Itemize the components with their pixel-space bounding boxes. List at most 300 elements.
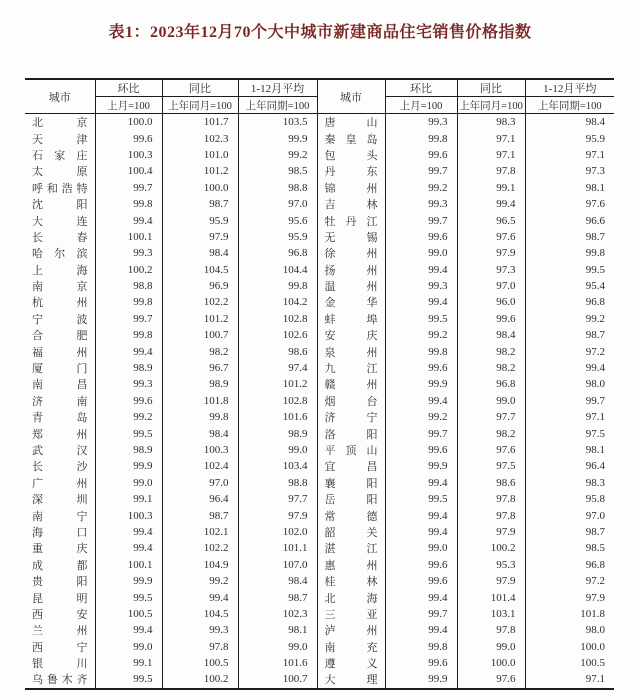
value-cell: 97.3 (585, 165, 605, 178)
value-cell: 98.2 (162, 343, 238, 359)
city-cell (317, 376, 385, 392)
city-cell (25, 212, 95, 228)
value-cell: 104.2 (238, 294, 317, 310)
value-cell: 99.4 (385, 475, 457, 491)
city-name: 南京 (32, 281, 88, 294)
city-name: 襄阳 (324, 477, 378, 490)
header-mom-base-right: 上月=100 (385, 97, 457, 114)
city-name: 昆明 (32, 592, 88, 605)
value-cell: 96.4 (162, 491, 238, 507)
table-row (25, 524, 614, 540)
table-row (25, 311, 614, 327)
table-row (25, 458, 614, 474)
value-cell: 102.1 (162, 524, 238, 540)
city-cell (317, 622, 385, 638)
city-name: 赣州 (324, 379, 378, 392)
value-cell: 97.0 (162, 475, 238, 491)
value-cell: 97.6 (457, 671, 525, 688)
table-row (25, 180, 614, 196)
city-cell (25, 606, 95, 622)
value-cell: 96.4 (585, 460, 605, 473)
value-cell: 97.8 (162, 639, 238, 655)
value-cell: 97.9 (457, 573, 525, 589)
value-cell: 96.8 (585, 558, 605, 571)
value-cell: 100.0 (162, 180, 238, 196)
city-name: 北海 (324, 592, 378, 605)
city-name: 哈尔滨 (32, 248, 88, 261)
value-cell: 104.9 (162, 557, 238, 573)
value-cell: 100.3 (95, 507, 162, 523)
table-row (25, 229, 614, 245)
value-cell: 99.6 (385, 229, 457, 245)
city-name: 惠州 (324, 559, 378, 572)
value-cell: 99.2 (238, 147, 317, 163)
value-cell: 96.8 (457, 376, 525, 392)
city-cell (25, 343, 95, 359)
city-name: 洛阳 (324, 428, 378, 441)
city-name: 乌鲁木齐 (32, 674, 88, 687)
value-cell: 97.9 (162, 229, 238, 245)
value-cell: 97.9 (457, 245, 525, 261)
table-row (25, 393, 614, 409)
value-cell: 97.5 (585, 427, 605, 440)
header-mom-right: 环比 (385, 79, 457, 97)
value-cell: 98.9 (162, 376, 238, 392)
city-cell (25, 311, 95, 327)
city-cell (25, 442, 95, 458)
value-cell: 99.0 (238, 442, 317, 458)
city-name: 遵义 (324, 658, 378, 671)
city-name: 青岛 (32, 412, 88, 425)
value-cell: 96.8 (585, 296, 605, 309)
city-cell (25, 589, 95, 605)
city-name: 秦皇岛 (324, 133, 378, 146)
value-cell: 99.4 (95, 212, 162, 228)
value-cell: 99.6 (95, 130, 162, 146)
value-cell: 99.9 (385, 376, 457, 392)
city-cell (317, 245, 385, 261)
table-row (25, 491, 614, 507)
value-cell: 98.6 (238, 343, 317, 359)
value-cell: 99.5 (95, 425, 162, 441)
value-cell: 99.8 (585, 247, 605, 260)
table-row (25, 573, 614, 589)
city-name: 济宁 (324, 412, 378, 425)
city-name: 安庆 (324, 330, 378, 343)
value-cell: 98.4 (162, 245, 238, 261)
city-name: 韶关 (324, 526, 378, 539)
city-name: 烟台 (324, 395, 378, 408)
value-cell: 99.7 (95, 180, 162, 196)
city-cell (317, 442, 385, 458)
value-cell: 99.4 (457, 196, 525, 212)
value-cell: 98.6 (457, 475, 525, 491)
value-cell: 99.2 (385, 180, 457, 196)
table-row (25, 130, 614, 146)
city-cell (317, 524, 385, 540)
value-cell: 101.2 (162, 163, 238, 179)
city-cell (317, 671, 385, 688)
value-cell: 101.0 (162, 147, 238, 163)
table-row (25, 540, 614, 556)
city-name: 三亚 (324, 608, 378, 621)
value-cell: 99.2 (385, 327, 457, 343)
value-cell: 99.2 (585, 312, 605, 325)
value-cell: 99.5 (385, 311, 457, 327)
value-cell: 101.1 (238, 540, 317, 556)
city-name: 贵阳 (32, 576, 88, 589)
value-cell: 98.7 (162, 196, 238, 212)
city-name: 海口 (32, 526, 88, 539)
value-cell: 100.2 (95, 262, 162, 278)
city-cell (317, 147, 385, 163)
city-cell (317, 114, 385, 131)
value-cell: 103.5 (238, 114, 317, 131)
value-cell: 97.9 (585, 591, 605, 604)
city-cell (25, 262, 95, 278)
value-cell: 97.1 (585, 148, 605, 161)
value-cell: 99.4 (385, 524, 457, 540)
value-cell: 99.2 (385, 409, 457, 425)
value-cell: 97.1 (457, 130, 525, 146)
value-cell: 97.8 (457, 507, 525, 523)
value-cell: 99.6 (385, 655, 457, 671)
value-cell: 99.9 (238, 130, 317, 146)
city-cell (25, 114, 95, 131)
city-name: 合肥 (32, 330, 88, 343)
value-cell: 99.9 (385, 458, 457, 474)
value-cell: 99.8 (238, 278, 317, 294)
city-name: 天津 (32, 133, 88, 146)
value-cell: 99.7 (585, 394, 605, 407)
value-cell: 98.7 (162, 507, 238, 523)
value-cell: 101.6 (238, 655, 317, 671)
value-cell: 98.7 (585, 525, 605, 538)
city-cell (25, 229, 95, 245)
city-cell (317, 294, 385, 310)
city-name: 九江 (324, 363, 378, 376)
value-cell: 97.2 (585, 345, 605, 358)
city-cell (25, 130, 95, 146)
value-cell: 99.3 (385, 114, 457, 131)
table-row (25, 278, 614, 294)
city-cell (317, 212, 385, 228)
value-cell: 100.2 (162, 671, 238, 688)
value-cell: 97.4 (238, 360, 317, 376)
value-cell: 99.4 (95, 540, 162, 556)
city-cell (317, 606, 385, 622)
city-name: 泸州 (324, 625, 378, 638)
value-cell: 97.1 (457, 147, 525, 163)
value-cell: 95.6 (238, 212, 317, 228)
city-cell (25, 294, 95, 310)
value-cell: 98.8 (238, 475, 317, 491)
city-cell (317, 393, 385, 409)
city-name: 温州 (324, 281, 378, 294)
city-name: 沈阳 (32, 199, 88, 212)
value-cell: 97.3 (457, 262, 525, 278)
table-title: 表1：2023年12月70个大中城市新建商品住宅销售价格指数 (108, 24, 532, 41)
header-yoy-left: 同比 (162, 79, 238, 97)
value-cell: 100.7 (238, 671, 317, 688)
value-cell: 97.5 (457, 458, 525, 474)
city-name: 大连 (32, 215, 88, 228)
city-name: 石家庄 (32, 149, 88, 162)
city-cell (25, 245, 95, 261)
value-cell: 99.3 (95, 245, 162, 261)
city-cell (317, 655, 385, 671)
header-yoy-base-left: 上年同月=100 (162, 97, 238, 114)
city-name: 郑州 (32, 428, 88, 441)
value-cell: 98.5 (238, 163, 317, 179)
city-cell (25, 671, 95, 688)
value-cell: 99.0 (95, 639, 162, 655)
city-name: 宜昌 (324, 461, 378, 474)
city-cell (25, 540, 95, 556)
value-cell: 100.2 (457, 540, 525, 556)
value-cell: 102.8 (238, 393, 317, 409)
value-cell: 99.1 (95, 491, 162, 507)
value-cell: 99.5 (95, 589, 162, 605)
city-cell (25, 573, 95, 589)
value-cell: 99.5 (95, 671, 162, 688)
value-cell: 100.3 (162, 442, 238, 458)
city-name: 长春 (32, 231, 88, 244)
table-row (25, 262, 614, 278)
city-cell (25, 327, 95, 343)
value-cell: 95.9 (162, 212, 238, 228)
header-avg-base-left: 上年同期=100 (238, 97, 317, 114)
value-cell: 98.0 (585, 624, 605, 637)
city-cell (317, 196, 385, 212)
value-cell: 97.1 (585, 673, 605, 686)
value-cell: 99.5 (385, 491, 457, 507)
value-cell: 97.9 (457, 524, 525, 540)
value-cell: 99.8 (162, 409, 238, 425)
city-cell (25, 163, 95, 179)
header-mom-base-left: 上月=100 (95, 97, 162, 114)
city-name: 上海 (32, 264, 88, 277)
city-cell (25, 180, 95, 196)
value-cell: 98.7 (238, 589, 317, 605)
value-cell: 98.9 (95, 360, 162, 376)
value-cell: 99.4 (162, 589, 238, 605)
table-row (25, 294, 614, 310)
value-cell: 99.4 (95, 343, 162, 359)
value-cell: 97.8 (457, 622, 525, 638)
city-cell (25, 475, 95, 491)
value-cell: 99.8 (385, 639, 457, 655)
header-yoy-right: 同比 (457, 79, 525, 97)
city-name: 桂林 (324, 576, 378, 589)
value-cell: 99.9 (385, 671, 457, 688)
value-cell: 107.0 (238, 557, 317, 573)
value-cell: 99.8 (95, 196, 162, 212)
table-row (25, 475, 614, 491)
city-cell (25, 196, 95, 212)
price-index-table (25, 78, 614, 690)
city-name: 常德 (324, 510, 378, 523)
value-cell: 99.7 (95, 311, 162, 327)
city-cell (25, 458, 95, 474)
table-row (25, 147, 614, 163)
city-cell (317, 229, 385, 245)
value-cell: 99.0 (95, 475, 162, 491)
value-cell: 100.0 (457, 655, 525, 671)
value-cell: 98.1 (585, 444, 605, 456)
value-cell: 98.1 (585, 181, 605, 194)
city-cell (317, 573, 385, 589)
city-cell (317, 360, 385, 376)
value-cell: 98.9 (95, 442, 162, 458)
table-row (25, 409, 614, 425)
table-header (25, 79, 614, 114)
value-cell: 96.5 (457, 212, 525, 228)
city-name: 唐山 (324, 117, 378, 130)
table-row (25, 212, 614, 228)
value-cell: 99.6 (457, 311, 525, 327)
city-name: 成都 (32, 559, 88, 572)
city-name: 呼和浩特 (32, 182, 88, 195)
value-cell: 98.9 (238, 425, 317, 441)
city-cell (317, 639, 385, 655)
value-cell: 99.4 (385, 294, 457, 310)
city-name: 泉州 (324, 346, 378, 359)
city-name: 宁波 (32, 313, 88, 326)
city-name: 长沙 (32, 461, 88, 474)
city-name: 岳阳 (324, 494, 378, 507)
value-cell: 96.8 (238, 245, 317, 261)
value-cell: 99.4 (385, 507, 457, 523)
city-cell (25, 557, 95, 573)
value-cell: 99.3 (385, 278, 457, 294)
city-name: 牡丹江 (324, 215, 378, 228)
city-cell (317, 589, 385, 605)
value-cell: 97.6 (457, 229, 525, 245)
table-row (25, 163, 614, 179)
city-name: 兰州 (32, 625, 88, 638)
table-row (25, 196, 614, 212)
value-cell: 95.9 (238, 229, 317, 245)
value-cell: 102.6 (238, 327, 317, 343)
table-row (25, 639, 614, 655)
value-cell: 99.4 (585, 362, 605, 375)
value-cell: 99.1 (457, 180, 525, 196)
city-name: 金华 (324, 297, 378, 310)
city-cell (25, 491, 95, 507)
table-row (25, 622, 614, 638)
city-cell (317, 163, 385, 179)
city-name: 南昌 (32, 379, 88, 392)
city-name: 济南 (32, 395, 88, 408)
value-cell: 99.5 (585, 263, 605, 276)
value-cell: 101.2 (162, 311, 238, 327)
city-name: 包头 (324, 149, 378, 162)
city-cell (25, 507, 95, 523)
city-cell (317, 180, 385, 196)
city-cell (317, 425, 385, 441)
value-cell: 97.7 (238, 491, 317, 507)
city-cell (317, 540, 385, 556)
header-city-left: 城市 (25, 79, 95, 114)
city-name: 平顶山 (324, 445, 378, 457)
value-cell: 97.0 (457, 278, 525, 294)
value-cell: 97.6 (457, 442, 525, 458)
value-cell: 100.0 (580, 640, 605, 653)
value-cell: 97.7 (457, 409, 525, 425)
city-cell (317, 409, 385, 425)
value-cell: 98.2 (457, 360, 525, 376)
value-cell: 99.8 (95, 294, 162, 310)
value-cell: 103.4 (238, 458, 317, 474)
value-cell: 96.7 (162, 360, 238, 376)
value-cell: 99.6 (385, 147, 457, 163)
value-cell: 99.4 (385, 622, 457, 638)
value-cell: 98.0 (585, 378, 605, 391)
value-cell: 97.6 (585, 198, 605, 211)
table-row (25, 425, 614, 441)
city-name: 银川 (32, 658, 88, 671)
value-cell: 98.2 (457, 343, 525, 359)
city-cell (317, 262, 385, 278)
city-name: 扬州 (324, 264, 378, 277)
value-cell: 97.9 (238, 507, 317, 523)
value-cell: 99.4 (95, 622, 162, 638)
value-cell: 99.6 (385, 573, 457, 589)
value-cell: 98.4 (238, 573, 317, 589)
value-cell: 102.8 (238, 311, 317, 327)
header-yoy-base-right: 上年同月=100 (457, 97, 525, 114)
value-cell: 99.8 (95, 327, 162, 343)
value-cell: 99.8 (385, 343, 457, 359)
value-cell: 97.2 (585, 575, 605, 588)
city-cell (25, 655, 95, 671)
value-cell: 95.4 (585, 280, 605, 293)
table-body (25, 114, 614, 689)
table-row (25, 376, 614, 392)
value-cell: 98.5 (585, 542, 605, 555)
table-row (25, 343, 614, 359)
value-cell: 98.4 (162, 425, 238, 441)
table-row (25, 327, 614, 343)
value-cell: 98.2 (457, 425, 525, 441)
value-cell: 96.9 (162, 278, 238, 294)
table-row (25, 114, 614, 131)
value-cell: 99.8 (385, 130, 457, 146)
value-cell: 99.4 (385, 589, 457, 605)
value-cell: 96.0 (457, 294, 525, 310)
table-row (25, 557, 614, 573)
table-row (25, 606, 614, 622)
value-cell: 100.0 (95, 114, 162, 131)
city-cell (25, 524, 95, 540)
city-cell (25, 376, 95, 392)
table-row (25, 589, 614, 605)
value-cell: 95.9 (585, 132, 605, 145)
value-cell: 100.4 (95, 163, 162, 179)
table-row (25, 442, 614, 458)
city-name: 杭州 (32, 297, 88, 310)
value-cell: 99.7 (385, 163, 457, 179)
city-cell (317, 491, 385, 507)
city-name: 徐州 (324, 248, 378, 261)
value-cell: 99.4 (385, 262, 457, 278)
city-name: 无锡 (324, 231, 378, 244)
value-cell: 97.8 (457, 163, 525, 179)
city-name: 蚌埠 (324, 313, 378, 326)
city-cell (25, 409, 95, 425)
city-cell (317, 327, 385, 343)
